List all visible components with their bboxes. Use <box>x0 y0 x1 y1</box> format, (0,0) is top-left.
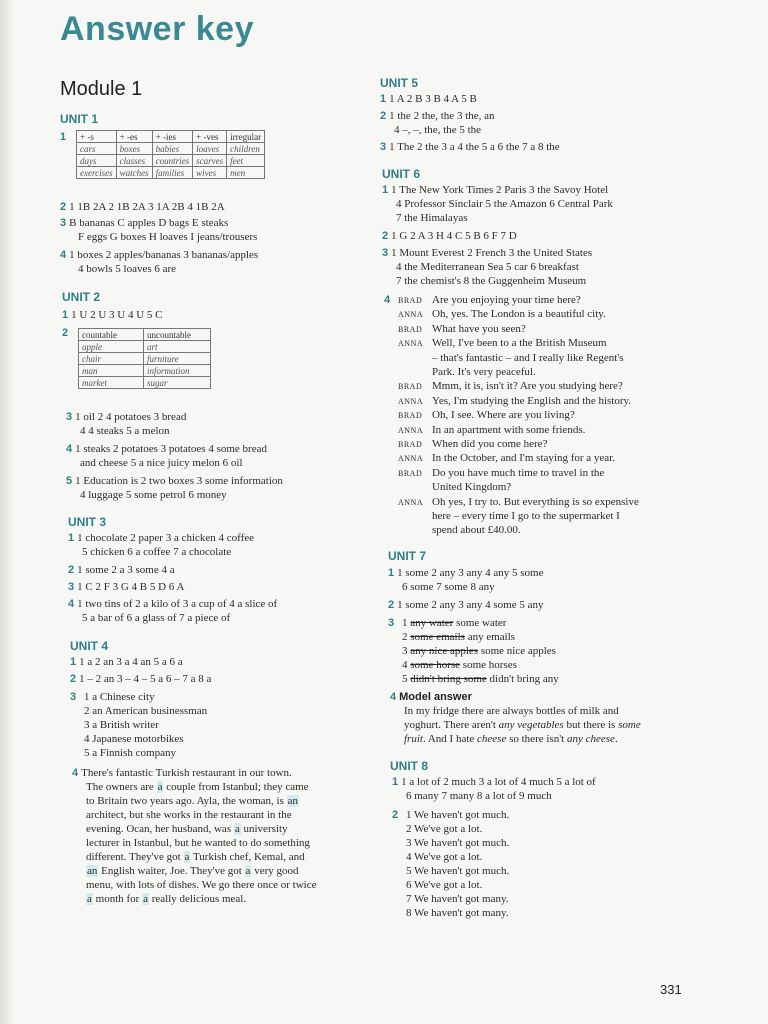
list-item: 7 We haven't got many. <box>406 893 509 905</box>
table-cell: men <box>227 167 265 179</box>
paragraph-line: yoghurt. There aren't any vegetables but there is some <box>404 719 641 731</box>
exercise-line: 4 the Mediterranean Sea 5 car 6 breakfast <box>396 261 579 273</box>
paragraph-line: evening. Ocan, her husband, was a university <box>86 823 288 835</box>
exercise-line: 1 1 some 2 any 3 any 4 any 5 some <box>388 567 544 579</box>
exercise-line: 3 1 oil 2 4 potatoes 3 bread <box>66 411 187 423</box>
dialogue-speaker: ANNA <box>398 396 424 406</box>
unit-6-heading: UNIT 6 <box>382 167 421 181</box>
dialogue-line: In an apartment with some friends. <box>432 423 586 436</box>
exercise-line: 4 –, –, the, the 5 the <box>394 124 482 136</box>
table-cell: babies <box>152 143 193 155</box>
paragraph-line: an English waiter, Joe. They've got a very good <box>87 865 299 877</box>
exercise-line: 2 1 some 2 any 3 any 4 some 5 any <box>388 599 544 611</box>
dialogue-line: Oh, I see. Where are you living? <box>432 409 575 422</box>
list-item: 6 We've got a lot. <box>406 879 483 891</box>
dialogue-speaker: ANNA <box>398 425 424 435</box>
paragraph-line: The owners are a couple from Istanbul; they came <box>86 781 309 793</box>
dialogue-speaker: ANNA <box>398 310 424 320</box>
paragraph-line: In my fridge there are always bottles of milk and <box>404 705 619 717</box>
list-item: 4 Japanese motorbikes <box>84 733 184 745</box>
paragraph-line: a month for a really delicious meal. <box>87 893 247 905</box>
exercise-line: 6 some 7 some 8 any <box>402 581 495 593</box>
exercise-line: 5 chicken 6 a coffee 7 a chocolate <box>82 546 232 558</box>
exercise-line: 2 1 G 2 A 3 H 4 C 5 B 6 F 7 D <box>382 230 517 242</box>
table-cell: scarves <box>193 155 227 167</box>
exercise-line: F eggs G boxes H loaves I jeans/trousers <box>78 231 258 243</box>
table-cell: countries <box>152 155 193 167</box>
table-cell: man <box>79 365 144 377</box>
table-cell: watches <box>116 167 152 179</box>
dialogue-speaker: ANNA <box>398 454 424 464</box>
table-cell: days <box>77 155 117 167</box>
dialogue-speaker: BRAD <box>398 440 423 449</box>
table-cell: apple <box>79 341 144 353</box>
correction-item: 3 any nice apples some nice apples <box>402 645 556 657</box>
correction-item: 4 some horse some horses <box>402 659 517 671</box>
exercise-line: 2 1 some 2 a 3 some 4 a <box>68 564 175 576</box>
dialogue-speaker: BRAD <box>398 324 423 334</box>
table-cell: children <box>227 143 265 155</box>
exercise-number: 3 <box>388 617 395 629</box>
exercise-line: 4 Professor Sinclair 5 the Amazon 6 Central Park <box>396 198 613 210</box>
paragraph-line: menu, with lots of dishes. We go there once or twice <box>86 879 317 891</box>
unit-2-countable-table <box>78 328 211 389</box>
exercise-line: 1 1 U 2 U 3 U 4 U 5 C <box>62 309 163 321</box>
table-cell: sugar <box>144 377 211 389</box>
dialogue-line: What have you seen? <box>432 322 526 335</box>
dialogue-line: In the October, and I'm staying for a year. <box>432 452 615 465</box>
exercise-line: 1 1 a lot of 2 much 3 a lot of 4 much 5 a lot of <box>392 776 596 788</box>
exercise-line: 4 1 steaks 2 potatoes 3 potatoes 4 some bread <box>66 443 267 455</box>
dialogue-line: Are you enjoying your time here? <box>432 294 581 306</box>
dialogue-line: Yes, I'm studying the English and the history. <box>432 394 632 407</box>
table-cell: information <box>144 365 211 377</box>
dialogue-line: Park. It's very peaceful. <box>432 366 536 378</box>
unit-7-heading: UNIT 7 <box>388 549 427 563</box>
exercise-line: 3 1 The 2 the 3 a 4 the 5 a 6 the 7 a 8 the <box>380 141 560 153</box>
table-cell: art <box>144 341 211 353</box>
paragraph-line: different. They've got a Turkish chef, Kemal, and <box>86 851 305 863</box>
exercise-line: and cheese 5 a nice juicy melon 6 oil <box>80 457 243 469</box>
dialogue-line: Well, I've been to a the British Museum <box>432 337 607 350</box>
list-item: 1 a Chinese city <box>84 691 155 703</box>
exercise-line: 1 1 chocolate 2 paper 3 a chicken 4 coffee <box>68 532 255 544</box>
exercise-line: 2 1 1B 2A 2 1B 2A 3 1A 2B 4 1B 2A <box>60 201 225 213</box>
exercise-line: 3 1 Mount Everest 2 French 3 the United States <box>382 247 593 259</box>
exercise-line: 1 1 The New York Times 2 Paris 3 the Savoy Hotel <box>382 184 609 196</box>
dialogue-line: here – every time I go to the supermarket I <box>432 510 620 522</box>
exercise-line: 2 1 – 2 an 3 – 4 – 5 a 6 – 7 a 8 a <box>70 673 212 685</box>
exercise-line: 4 luggage 5 some petrol 6 money <box>80 489 227 501</box>
paragraph-line: lecturer in Istanbul, but he wanted to do something <box>86 837 310 849</box>
table-cell: + -s <box>77 131 117 143</box>
table-cell: wives <box>193 167 227 179</box>
list-item: 2 an American businessman <box>84 705 208 717</box>
exercise-line: 4 1 two tins of 2 a kilo of 3 a cup of 4 a slice of <box>68 598 278 610</box>
exercise-line: 7 the chemist's 8 the Guggenheim Museum <box>396 275 587 287</box>
unit-5-heading: UNIT 5 <box>380 76 419 90</box>
exercise-line: 4 bowls 5 loaves 6 are <box>78 263 177 275</box>
table-cell: boxes <box>116 143 152 155</box>
unit-1-plural-table <box>76 130 265 179</box>
table-cell: irregular <box>227 131 265 143</box>
correction-item: 5 didn't bring some didn't bring any <box>402 673 559 685</box>
paragraph-line: fruit. And I hate cheese so there isn't any cheese. <box>404 733 618 745</box>
page-number: 331 <box>660 982 682 997</box>
dialogue-line: – that's fantastic – and I really like Regent's <box>432 351 624 364</box>
book-spine-shadow <box>0 0 14 1024</box>
table-cell: + -ves <box>193 131 227 143</box>
dialogue-line: spend about £40.00. <box>432 524 521 537</box>
table-cell: uncountable <box>144 329 211 341</box>
dialogue-speaker: BRAD <box>398 468 423 478</box>
list-item: 5 a Finnish company <box>84 747 176 759</box>
dialogue-line: When did you come here? <box>432 438 548 450</box>
dialogue-line: Mmm, it is, isn't it? Are you studying here? <box>432 380 623 393</box>
exercise-line: 3 B bananas C apples D bags E steaks <box>60 217 229 229</box>
exercise-line: 1 1 a 2 an 3 a 4 an 5 a 6 a <box>70 656 183 668</box>
module-heading: Module 1 <box>60 78 143 100</box>
table-cell: countable <box>79 329 144 341</box>
dialogue-speaker: BRAD <box>398 411 423 421</box>
page-title: Answer key <box>60 10 254 48</box>
table-cell: cars <box>77 143 117 155</box>
exercise-number: 2 <box>62 327 69 339</box>
dialogue-speaker: ANNA <box>398 497 424 507</box>
dialogue-speaker: ANNA <box>398 339 424 349</box>
exercise-line: 3 1 C 2 F 3 G 4 B 5 D 6 A <box>68 581 185 593</box>
paragraph-line: to Britain two years ago. Ayla, the woman, is an <box>86 795 299 807</box>
exercise-line: 5 1 Education is 2 two boxes 3 some information <box>66 475 283 487</box>
unit-1-heading: UNIT 1 <box>60 112 99 126</box>
list-item: 3 We haven't got much. <box>406 837 510 849</box>
dialogue-speaker: BRAD <box>398 296 423 305</box>
list-item: 3 a British writer <box>84 719 159 731</box>
table-cell: market <box>79 377 144 389</box>
unit-2-heading: UNIT 2 <box>62 290 101 304</box>
paragraph-line: architect, but she works in the restaurant in the <box>86 809 292 821</box>
exercise-line: 2 1 the 2 the, the 3 the, an <box>380 110 495 122</box>
correction-item: 2 some emails any emails <box>402 631 516 643</box>
dialogue-line: United Kingdom? <box>432 481 512 494</box>
exercise-number: 1 <box>60 131 67 143</box>
table-cell: exercises <box>77 167 117 179</box>
exercise-number: 2 <box>392 809 399 821</box>
table-cell: furniture <box>144 353 211 365</box>
exercise-line: 4 Model answer <box>390 691 472 703</box>
table-cell: classes <box>116 155 152 167</box>
list-item: 8 We haven't got many. <box>406 907 509 919</box>
table-cell: + -es <box>116 131 152 143</box>
table-cell: families <box>152 167 193 179</box>
exercise-line: 4 There's fantastic Turkish restaurant in our town. <box>72 767 292 779</box>
exercise-line: 6 many 7 many 8 a lot of 9 much <box>406 790 552 802</box>
list-item: 4 We've got a lot. <box>406 851 483 863</box>
correction-item: 1 any water some water <box>402 617 507 629</box>
dialogue-line: Oh, yes. The London is a beautiful city. <box>432 308 606 321</box>
exercise-line: 7 the Himalayas <box>396 212 468 224</box>
list-item: 5 We haven't got much. <box>406 865 510 877</box>
unit-8-heading: UNIT 8 <box>390 759 429 773</box>
unit-3-heading: UNIT 3 <box>68 515 107 529</box>
table-cell: loaves <box>193 143 227 155</box>
table-cell: feet <box>227 155 265 167</box>
list-item: 1 We haven't got much. <box>406 809 510 821</box>
dialogue-speaker: BRAD <box>398 382 423 392</box>
dialogue-line: Oh yes, I try to. But everything is so expensive <box>432 495 639 508</box>
dialogue-line: Do you have much time to travel in the <box>432 466 605 479</box>
exercise-number: 4 <box>384 294 391 306</box>
unit-4-heading: UNIT 4 <box>70 639 109 653</box>
exercise-number: 3 <box>70 691 77 703</box>
exercise-line: 4 4 steaks 5 a melon <box>80 425 170 437</box>
table-cell: chair <box>79 353 144 365</box>
exercise-line: 4 1 boxes 2 apples/bananas 3 bananas/apples <box>60 249 259 261</box>
exercise-line: 5 a bar of 6 a glass of 7 a piece of <box>82 612 231 624</box>
table-cell: + -ies <box>152 131 193 143</box>
list-item: 2 We've got a lot. <box>406 823 483 835</box>
exercise-line: 1 1 A 2 B 3 B 4 A 5 B <box>380 93 477 105</box>
